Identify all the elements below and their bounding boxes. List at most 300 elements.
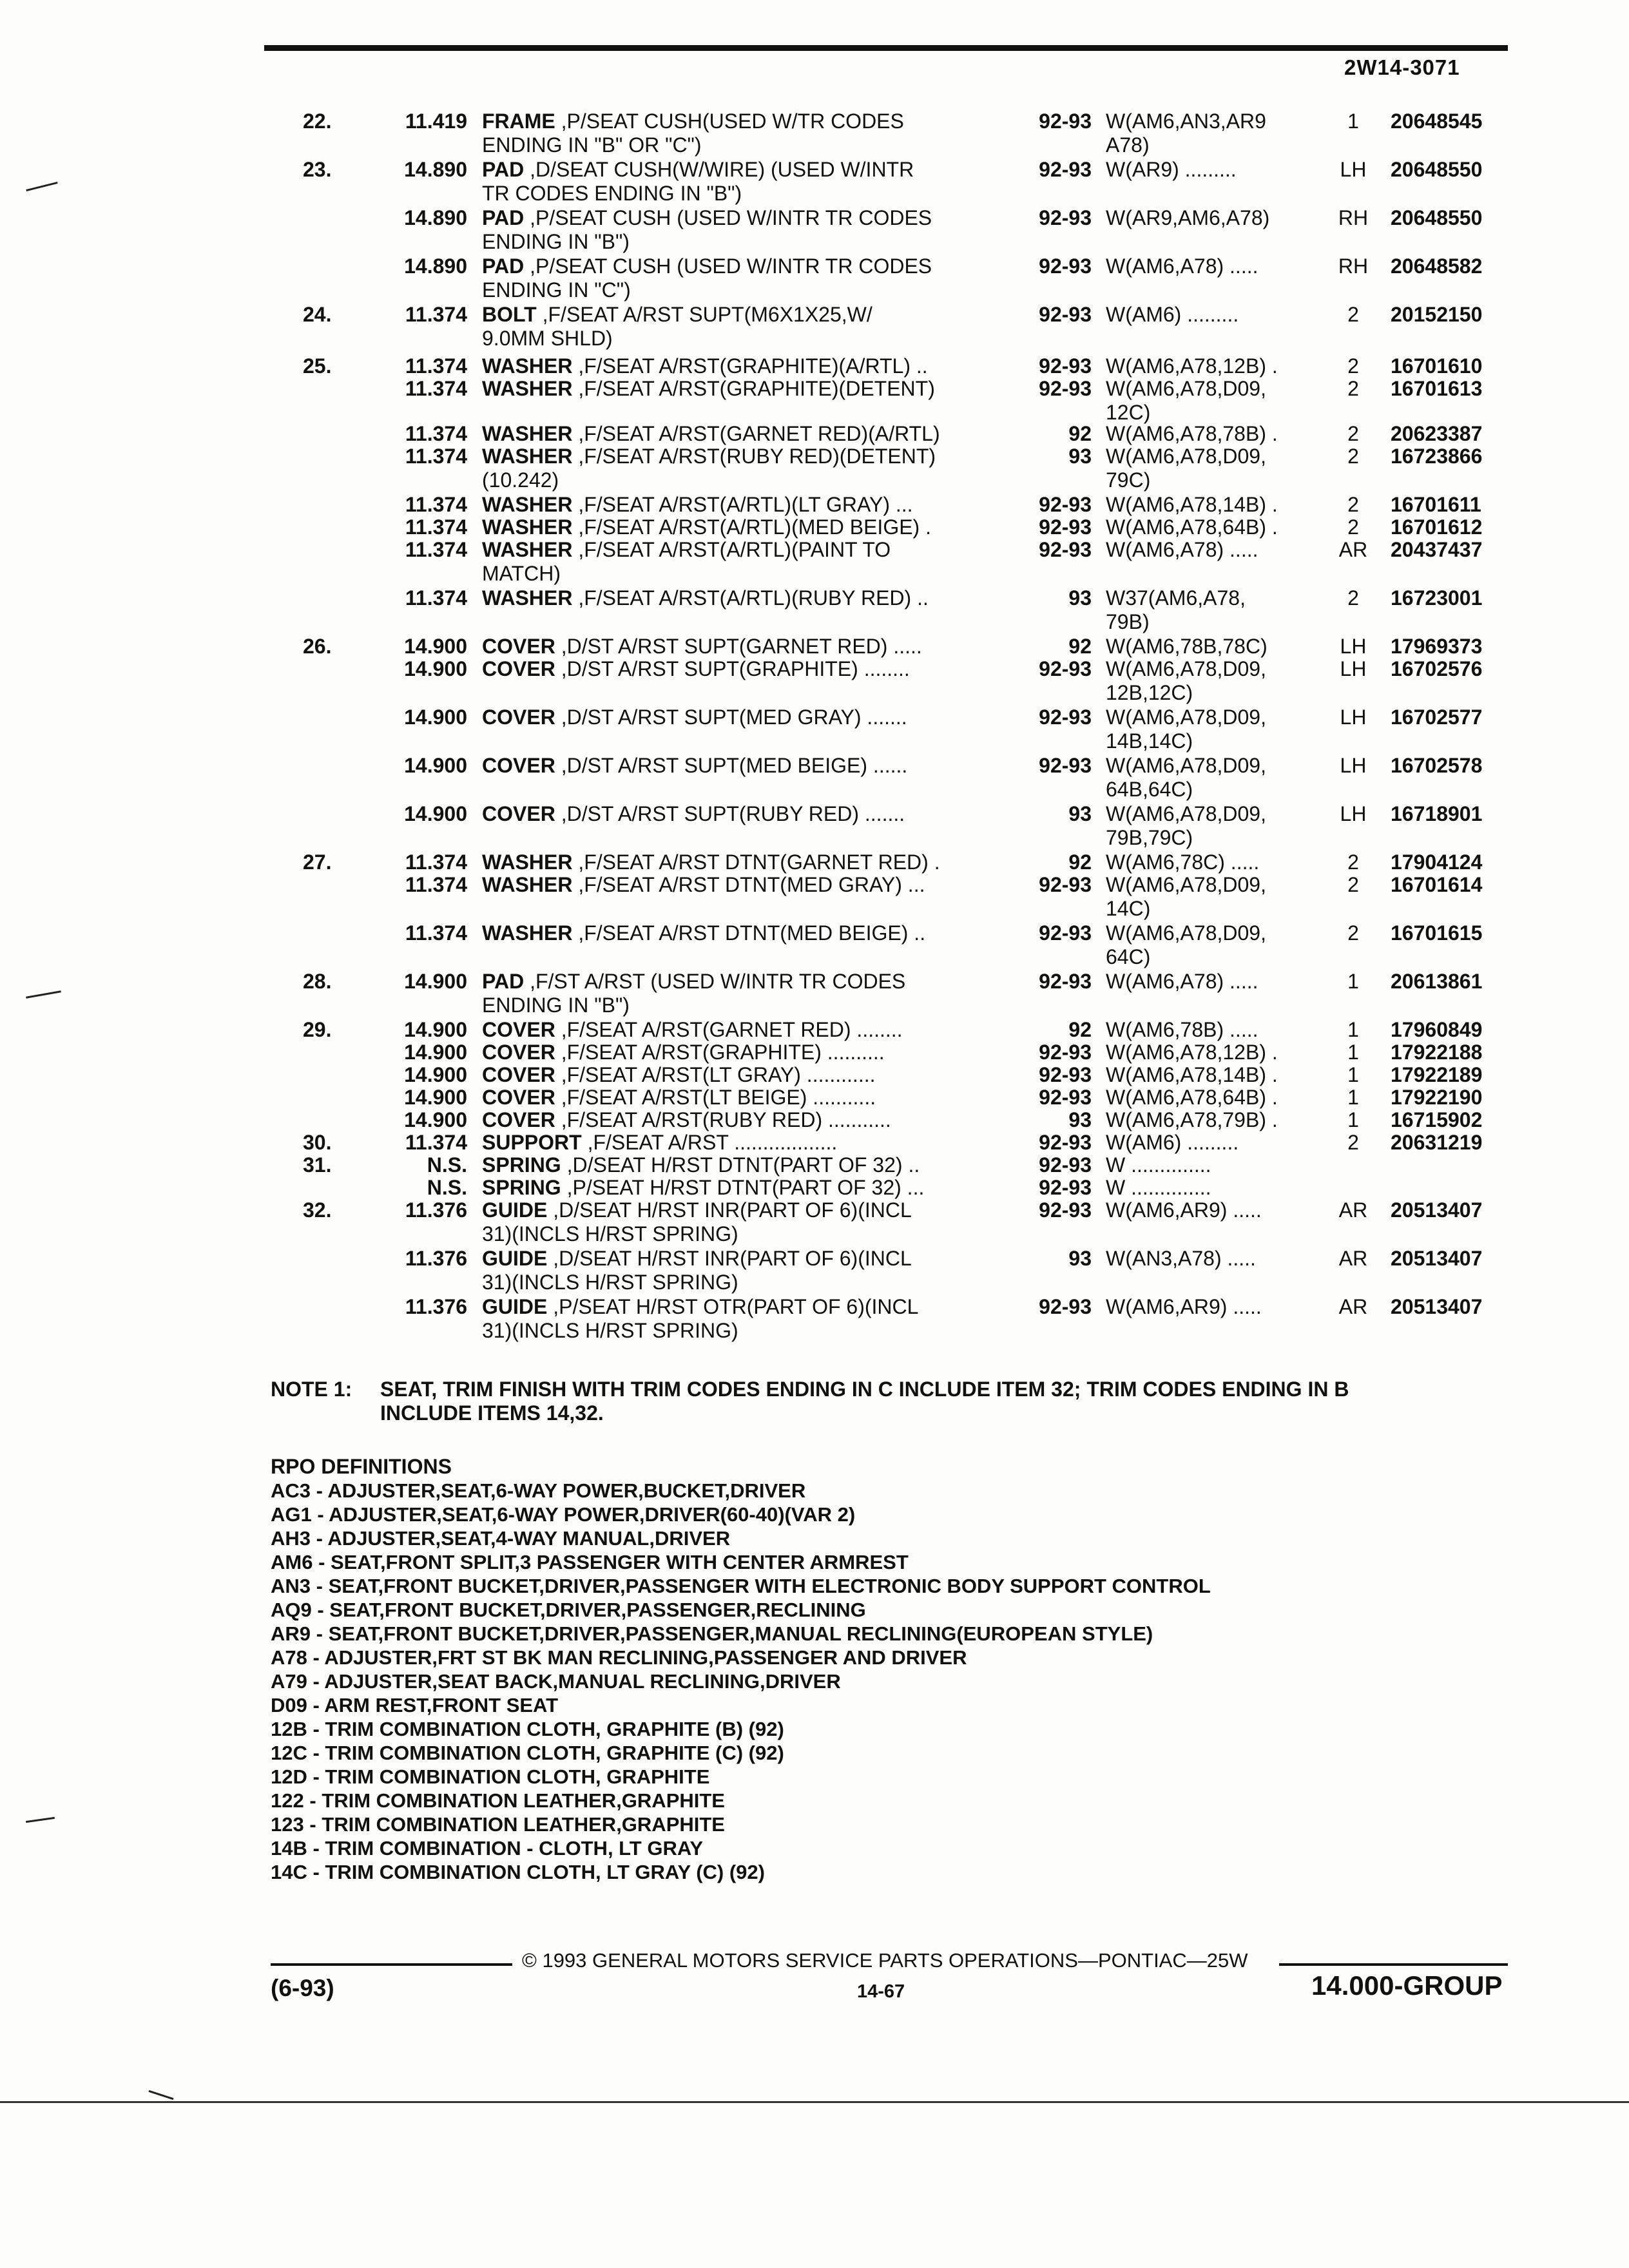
group-number: 11.374 xyxy=(405,515,467,539)
usage-code xyxy=(1106,206,1325,230)
part-desc-line-1: ,P/SEAT H/RST OTR(PART OF 6)(INCL xyxy=(547,1295,919,1318)
rpo-definition: 123 - TRIM COMBINATION LEATHER,GRAPHITE xyxy=(271,1813,725,1836)
model-years: 92-93 xyxy=(1039,158,1092,181)
usage-line-1: W(AN3,A78) ..... xyxy=(1106,1247,1256,1270)
item-number: 30. xyxy=(303,1131,332,1154)
part-description xyxy=(482,657,1010,681)
rpo-definition: AH3 - ADJUSTER,SEAT,4-WAY MANUAL,DRIVER xyxy=(271,1527,731,1550)
rpo-definition: AG1 - ADJUSTER,SEAT,6-WAY POWER,DRIVER(60-40)(VAR 2) xyxy=(271,1503,856,1526)
part-desc-line-2: 9.0MM SHLD) xyxy=(482,327,613,350)
model-years: 92 xyxy=(1068,635,1092,658)
quantity: LH xyxy=(1340,657,1367,680)
part-desc-line-1: ,F/SEAT A/RST(GRAPHITE) .......... xyxy=(555,1041,885,1064)
part-desc-line-1: ,D/SEAT H/RST INR(PART OF 6)(INCL xyxy=(547,1198,912,1222)
usage-line-1: W(AM6,78C) ..... xyxy=(1106,850,1260,874)
usage-code xyxy=(1106,873,1325,921)
part-number: 16701612 xyxy=(1391,515,1483,539)
part-description xyxy=(482,1295,1010,1343)
usage-line-1: W(AR9,AM6,A78) xyxy=(1106,206,1270,229)
usage-code xyxy=(1106,802,1325,850)
group-number: 11.376 xyxy=(405,1198,467,1222)
usage-line-1: W(AM6,A78,64B) . xyxy=(1106,515,1278,539)
usage-line-1: W(AM6,A78) ..... xyxy=(1106,255,1258,278)
part-name: COVER xyxy=(482,706,555,729)
model-years: 92-93 xyxy=(1039,921,1092,945)
usage-code xyxy=(1106,1153,1325,1177)
item-number: 29. xyxy=(303,1018,332,1041)
part-name: GUIDE xyxy=(482,1247,548,1270)
rpo-definition: 12D - TRIM COMBINATION CLOTH, GRAPHITE xyxy=(271,1765,710,1788)
scan-mark xyxy=(26,990,61,999)
quantity: LH xyxy=(1340,158,1367,181)
quantity: LH xyxy=(1340,706,1367,729)
usage-line-1: W(AR9) ......... xyxy=(1106,158,1237,181)
model-years: 92-93 xyxy=(1039,538,1092,561)
part-name: COVER xyxy=(482,802,555,825)
item-number: 27. xyxy=(303,850,332,874)
part-number: 17960849 xyxy=(1391,1018,1483,1041)
model-years: 92-93 xyxy=(1039,1295,1092,1318)
part-desc-line-1: ,F/SEAT A/RST(A/RTL)(LT GRAY) ... xyxy=(572,493,913,516)
part-desc-line-1: ,P/SEAT CUSH(USED W/TR CODES xyxy=(555,110,904,133)
quantity: RH xyxy=(1338,255,1369,278)
usage-code xyxy=(1106,515,1325,539)
part-name: COVER xyxy=(482,754,555,777)
part-description xyxy=(482,706,1010,729)
part-description xyxy=(482,493,1010,517)
rpo-definition: 14B - TRIM COMBINATION - CLOTH, LT GRAY xyxy=(271,1837,704,1860)
group-number: 14.900 xyxy=(404,1018,467,1041)
usage-line-1: W(AM6,A78,79B) . xyxy=(1106,1108,1278,1131)
quantity: 1 xyxy=(1347,1063,1359,1086)
usage-code xyxy=(1106,110,1325,157)
part-name: PAD xyxy=(482,255,525,278)
part-number: 16701615 xyxy=(1391,921,1483,945)
part-description xyxy=(482,1131,1010,1155)
usage-code xyxy=(1106,493,1325,517)
model-years: 92-93 xyxy=(1039,206,1092,229)
part-desc-line-1: ,F/SEAT A/RST SUPT(M6X1X25,W/ xyxy=(536,303,872,326)
usage-line-1: W(AM6,A78,D09, xyxy=(1106,706,1266,729)
usage-line-1: W(AM6,78B,78C) xyxy=(1106,635,1268,658)
note-line-1: SEAT, TRIM FINISH WITH TRIM CODES ENDING IN C INCLUDE ITEM 32; TRIM CODES ENDING IN B xyxy=(380,1378,1349,1401)
quantity: LH xyxy=(1340,802,1367,825)
quantity: 2 xyxy=(1347,1131,1359,1154)
quantity: 2 xyxy=(1347,377,1359,400)
part-number: 20648545 xyxy=(1391,110,1483,133)
rpo-definition: AN3 - SEAT,FRONT BUCKET,DRIVER,PASSENGER WITH ELECTRONIC BODY SUPPORT CONTROL xyxy=(271,1575,1211,1597)
rpo-definition: A78 - ADJUSTER,FRT ST BK MAN RECLINING,PASSENGER AND DRIVER xyxy=(271,1646,967,1669)
part-name: PAD xyxy=(482,206,525,229)
group-number: 11.374 xyxy=(405,377,467,400)
rpo-definition: AR9 - SEAT,FRONT BUCKET,DRIVER,PASSENGER,MANUAL RECLINING(EUROPEAN STYLE) xyxy=(271,1622,1153,1645)
usage-code xyxy=(1106,354,1325,378)
quantity: AR xyxy=(1338,1247,1368,1270)
part-name: COVER xyxy=(482,657,555,680)
model-years: 92-93 xyxy=(1039,1086,1092,1109)
usage-code xyxy=(1106,538,1325,562)
part-desc-line-2: ENDING IN "B") xyxy=(482,994,630,1017)
part-desc-line-1: ,P/SEAT H/RST DTNT(PART OF 32) ... xyxy=(561,1176,925,1199)
model-years: 92-93 xyxy=(1039,706,1092,729)
part-name: FRAME xyxy=(482,110,555,133)
group-number: 14.900 xyxy=(404,706,467,729)
part-name: WASHER xyxy=(482,445,573,468)
part-number: 16702578 xyxy=(1391,754,1483,777)
part-desc-line-1: ,F/SEAT A/RST(GARNET RED)(A/RTL) xyxy=(572,422,940,445)
part-description xyxy=(482,1086,1010,1110)
usage-line-1: W(AM6) ......... xyxy=(1106,303,1239,326)
quantity: 2 xyxy=(1347,850,1359,874)
part-number: 20152150 xyxy=(1391,303,1483,326)
usage-line-2: 14B,14C) xyxy=(1106,729,1193,753)
part-name: SPRING xyxy=(482,1153,561,1177)
group-number: 14.900 xyxy=(404,754,467,777)
group-number: 11.374 xyxy=(405,445,467,468)
part-number: 20631219 xyxy=(1391,1131,1483,1154)
part-desc-line-1: ,F/SEAT A/RST DTNT(GARNET RED) . xyxy=(572,850,940,874)
part-number: 20613861 xyxy=(1391,970,1483,993)
group-number: 14.900 xyxy=(404,1041,467,1064)
part-number: 17969373 xyxy=(1391,635,1483,658)
usage-line-1: W(AM6,A78,12B) . xyxy=(1106,354,1278,378)
group-number: 11.376 xyxy=(405,1247,467,1270)
model-years: 92-93 xyxy=(1039,110,1092,133)
part-desc-line-1: ,F/SEAT A/RST(A/RTL)(RUBY RED) .. xyxy=(572,586,929,610)
usage-code xyxy=(1106,158,1325,182)
part-desc-line-1: ,D/ST A/RST SUPT(GRAPHITE) ........ xyxy=(555,657,910,680)
usage-line-2: 12B,12C) xyxy=(1106,681,1193,704)
part-name: COVER xyxy=(482,1108,555,1131)
part-desc-line-1: ,D/SEAT H/RST INR(PART OF 6)(INCL xyxy=(547,1247,912,1270)
footer-copyright: © 1993 GENERAL MOTORS SERVICE PARTS OPERATIONS—PONTIAC—25W xyxy=(522,1949,1248,1972)
group-number: 14.900 xyxy=(404,1063,467,1086)
part-name: PAD xyxy=(482,970,525,993)
usage-code xyxy=(1106,445,1325,492)
part-desc-line-1: ,D/SEAT H/RST DTNT(PART OF 32) .. xyxy=(561,1153,920,1177)
part-name: GUIDE xyxy=(482,1198,548,1222)
item-number: 31. xyxy=(303,1153,332,1177)
rpo-definition: 12B - TRIM COMBINATION CLOTH, GRAPHITE (B) (92) xyxy=(271,1718,784,1740)
group-number: 11.374 xyxy=(405,586,467,610)
part-name: WASHER xyxy=(482,873,573,896)
group-number: 11.376 xyxy=(405,1295,467,1318)
part-description xyxy=(482,850,1010,874)
model-years: 92 xyxy=(1068,1018,1092,1041)
usage-code xyxy=(1106,921,1325,969)
group-number: 11.374 xyxy=(405,422,467,445)
scan-bottom-rule xyxy=(0,2101,1629,2103)
quantity: RH xyxy=(1338,206,1369,229)
part-number: 20513407 xyxy=(1391,1198,1483,1222)
part-description xyxy=(482,422,1010,446)
usage-line-1: W(AM6) ......... xyxy=(1106,1131,1239,1154)
usage-line-1: W(AM6,A78,64B) . xyxy=(1106,1086,1278,1109)
item-number: 26. xyxy=(303,635,332,658)
part-desc-line-1: ,F/SEAT A/RST .................. xyxy=(581,1131,838,1154)
part-number: 20648550 xyxy=(1391,206,1483,229)
part-number: 16723001 xyxy=(1391,586,1483,610)
model-years: 92-93 xyxy=(1039,255,1092,278)
model-years: 92-93 xyxy=(1039,1041,1092,1064)
part-name: BOLT xyxy=(482,303,537,326)
part-description xyxy=(482,635,1010,658)
model-years: 93 xyxy=(1068,802,1092,825)
group-number: 14.890 xyxy=(404,206,467,229)
part-number: 16701614 xyxy=(1391,873,1483,896)
part-description xyxy=(482,515,1010,539)
group-number: 14.900 xyxy=(404,802,467,825)
rpo-definition: AM6 - SEAT,FRONT SPLIT,3 PASSENGER WITH CENTER ARMREST xyxy=(271,1551,909,1573)
footer-group: 14.000-GROUP xyxy=(1311,1970,1503,2001)
part-desc-line-2: ENDING IN "B" OR "C") xyxy=(482,133,702,157)
part-number: 20648582 xyxy=(1391,255,1483,278)
part-desc-line-1: ,F/SEAT A/RST(RUBY RED) ........... xyxy=(555,1108,891,1131)
part-description xyxy=(482,255,1010,302)
quantity: AR xyxy=(1338,1295,1368,1318)
group-number: 14.900 xyxy=(404,1108,467,1131)
usage-line-1: W(AM6,AR9) ..... xyxy=(1106,1295,1262,1318)
part-name: COVER xyxy=(482,1086,555,1109)
part-name: SUPPORT xyxy=(482,1131,582,1154)
part-description xyxy=(482,586,1010,610)
part-number: 16715902 xyxy=(1391,1108,1483,1131)
part-name: WASHER xyxy=(482,354,573,378)
part-description xyxy=(482,970,1010,1017)
usage-code xyxy=(1106,1131,1325,1155)
part-number: 17922189 xyxy=(1391,1063,1483,1086)
part-number: 16701613 xyxy=(1391,377,1483,400)
part-desc-line-2: ENDING IN "C") xyxy=(482,278,631,302)
part-desc-line-1: ,D/ST A/RST SUPT(RUBY RED) ....... xyxy=(555,802,905,825)
item-number: 28. xyxy=(303,970,332,993)
quantity: 2 xyxy=(1347,354,1359,378)
usage-code xyxy=(1106,255,1325,278)
part-description xyxy=(482,377,1010,401)
part-desc-line-1: ,F/SEAT A/RST(A/RTL)(PAINT TO xyxy=(572,538,891,561)
part-name: WASHER xyxy=(482,377,573,400)
quantity: LH xyxy=(1340,635,1367,658)
usage-line-1: W(AM6,A78) ..... xyxy=(1106,970,1258,993)
model-years: 92-93 xyxy=(1039,1131,1092,1154)
usage-line-2: 64B,64C) xyxy=(1106,778,1193,801)
model-years: 93 xyxy=(1068,445,1092,468)
model-years: 92-93 xyxy=(1039,1063,1092,1086)
quantity: AR xyxy=(1338,1198,1368,1222)
part-number: 20437437 xyxy=(1391,538,1483,561)
part-name: COVER xyxy=(482,1041,555,1064)
quantity: LH xyxy=(1340,754,1367,777)
part-desc-line-1: ,F/SEAT A/RST DTNT(MED GRAY) ... xyxy=(572,873,925,896)
usage-line-1: W37(AM6,A78, xyxy=(1106,586,1246,610)
footer-rule-right xyxy=(1279,1963,1508,1966)
part-description xyxy=(482,1063,1010,1087)
group-number: 11.374 xyxy=(405,538,467,561)
part-number: 20513407 xyxy=(1391,1247,1483,1270)
part-name: WASHER xyxy=(482,586,573,610)
usage-line-1: W(AM6,A78,D09, xyxy=(1106,921,1266,945)
part-desc-line-1: ,D/ST A/RST SUPT(MED BEIGE) ...... xyxy=(555,754,908,777)
item-number: 32. xyxy=(303,1198,332,1222)
usage-line-2: A78) xyxy=(1106,133,1150,157)
model-years: 92-93 xyxy=(1039,303,1092,326)
group-number: N.S. xyxy=(427,1153,467,1177)
part-number: 17904124 xyxy=(1391,850,1483,874)
rpo-definition: AQ9 - SEAT,FRONT BUCKET,DRIVER,PASSENGER,RECLINING xyxy=(271,1599,866,1621)
model-years: 92-93 xyxy=(1039,1153,1092,1177)
model-years: 93 xyxy=(1068,1108,1092,1131)
usage-line-2: 12C) xyxy=(1106,401,1151,424)
item-number: 25. xyxy=(303,354,332,378)
usage-line-2: 79C) xyxy=(1106,468,1151,492)
item-number: 22. xyxy=(303,110,332,133)
part-name: WASHER xyxy=(482,921,573,945)
part-desc-line-1: ,F/SEAT A/RST(RUBY RED)(DETENT) xyxy=(572,445,936,468)
quantity: 1 xyxy=(1347,1108,1359,1131)
part-number: 20648550 xyxy=(1391,158,1483,181)
usage-code xyxy=(1106,303,1325,327)
usage-code xyxy=(1106,635,1325,658)
part-desc-line-2: TR CODES ENDING IN "B") xyxy=(482,182,742,205)
part-name: SPRING xyxy=(482,1176,561,1199)
footer-rule-left xyxy=(271,1963,512,1966)
part-desc-line-2: 31)(INCLS H/RST SPRING) xyxy=(482,1222,738,1245)
quantity: AR xyxy=(1338,538,1368,561)
quantity: 1 xyxy=(1347,1041,1359,1064)
item-number: 24. xyxy=(303,303,332,326)
part-number: 17922190 xyxy=(1391,1086,1483,1109)
part-desc-line-1: ,P/SEAT CUSH (USED W/INTR TR CODES xyxy=(524,255,932,278)
group-number: 14.900 xyxy=(404,1086,467,1109)
part-name: WASHER xyxy=(482,515,573,539)
usage-line-1: W(AM6,A78,D09, xyxy=(1106,754,1266,777)
usage-line-1: W(AM6,A78,D09, xyxy=(1106,802,1266,825)
part-description xyxy=(482,1108,1010,1132)
part-number: 20623387 xyxy=(1391,422,1483,445)
group-number: 14.890 xyxy=(404,255,467,278)
part-number: 16701611 xyxy=(1391,493,1481,516)
part-name: WASHER xyxy=(482,493,573,516)
part-number: 20513407 xyxy=(1391,1295,1483,1318)
part-desc-line-1: ,F/SEAT A/RST(GRAPHITE)(A/RTL) .. xyxy=(572,354,928,378)
part-description xyxy=(482,445,1010,492)
part-name: COVER xyxy=(482,635,555,658)
usage-code xyxy=(1106,970,1325,994)
part-desc-line-2: ENDING IN "B") xyxy=(482,230,630,253)
part-description xyxy=(482,921,1010,945)
group-number: 11.374 xyxy=(405,1131,467,1154)
rpo-definitions-list xyxy=(271,1479,1211,1884)
usage-line-1: W(AM6,A78,12B) . xyxy=(1106,1041,1278,1064)
part-name: COVER xyxy=(482,1018,555,1041)
part-desc-line-2: (10.242) xyxy=(482,468,559,492)
model-years: 92 xyxy=(1068,850,1092,874)
part-description xyxy=(482,1018,1010,1042)
footer-date: (6-93) xyxy=(271,1975,334,2001)
quantity: 1 xyxy=(1347,1086,1359,1109)
group-number: N.S. xyxy=(427,1176,467,1199)
part-number: 16702576 xyxy=(1391,657,1483,680)
group-number: 14.890 xyxy=(404,158,467,181)
usage-code xyxy=(1106,1108,1325,1132)
model-years: 92-93 xyxy=(1039,493,1092,516)
top-rule xyxy=(264,45,1508,51)
part-name: GUIDE xyxy=(482,1295,548,1318)
quantity: 2 xyxy=(1347,493,1359,516)
model-years: 93 xyxy=(1068,586,1092,610)
item-number: 23. xyxy=(303,158,332,181)
model-years: 92-93 xyxy=(1039,970,1092,993)
group-number: 11.374 xyxy=(405,354,467,378)
rpo-definitions-title: RPO DEFINITIONS xyxy=(271,1455,452,1478)
part-desc-line-2: MATCH) xyxy=(482,562,561,585)
part-number: 16701610 xyxy=(1391,354,1483,378)
part-desc-line-1: ,F/SEAT A/RST(GRAPHITE)(DETENT) xyxy=(572,377,935,400)
note xyxy=(271,1378,1534,1425)
part-name: PAD xyxy=(482,158,525,181)
quantity: 2 xyxy=(1347,921,1359,945)
rpo-definition: 12C - TRIM COMBINATION CLOTH, GRAPHITE (C) (92) xyxy=(271,1742,784,1764)
rpo-definition: 14C - TRIM COMBINATION CLOTH, LT GRAY (C) (92) xyxy=(271,1861,765,1883)
part-description xyxy=(482,873,1010,897)
part-desc-line-1: ,F/SEAT A/RST(A/RTL)(MED BEIGE) . xyxy=(572,515,931,539)
part-number: 16702577 xyxy=(1391,706,1483,729)
usage-code xyxy=(1106,377,1325,425)
part-desc-line-1: ,F/SEAT A/RST(LT GRAY) ............ xyxy=(555,1063,876,1086)
part-name: WASHER xyxy=(482,422,573,445)
part-name: WASHER xyxy=(482,538,573,561)
part-description xyxy=(482,303,1010,351)
group-number: 14.900 xyxy=(404,635,467,658)
group-number: 11.374 xyxy=(405,493,467,516)
usage-code xyxy=(1106,657,1325,705)
group-number: 14.900 xyxy=(404,970,467,993)
usage-line-1: W(AM6,A78,D09, xyxy=(1106,657,1266,680)
usage-line-1: W(AM6,A78,D09, xyxy=(1106,873,1266,896)
usage-line-1: W(AM6,AN3,AR9 xyxy=(1106,110,1266,133)
group-number: 11.374 xyxy=(405,303,467,326)
part-desc-line-1: ,F/SEAT A/RST DTNT(MED BEIGE) .. xyxy=(572,921,926,945)
group-number: 14.900 xyxy=(404,657,467,680)
quantity: 1 xyxy=(1347,970,1359,993)
usage-code xyxy=(1106,422,1325,446)
usage-line-1: W(AM6,A78,14B) . xyxy=(1106,493,1278,516)
note-line-2: INCLUDE ITEMS 14,32. xyxy=(380,1401,604,1425)
usage-code xyxy=(1106,1247,1325,1271)
usage-line-2: 64C) xyxy=(1106,945,1151,968)
part-desc-line-1: ,F/ST A/RST (USED W/INTR TR CODES xyxy=(524,970,906,993)
usage-code xyxy=(1106,1063,1325,1087)
footer-page-number: 14-67 xyxy=(857,1981,905,2002)
group-number: 11.374 xyxy=(405,873,467,896)
rpo-definition: A79 - ADJUSTER,SEAT BACK,MANUAL RECLINING,DRIVER xyxy=(271,1670,841,1693)
part-desc-line-1: ,D/SEAT CUSH(W/WIRE) (USED W/INTR xyxy=(524,158,914,181)
part-description xyxy=(482,538,1010,586)
model-years: 93 xyxy=(1068,1247,1092,1270)
rpo-definition: 122 - TRIM COMBINATION LEATHER,GRAPHITE xyxy=(271,1789,725,1812)
usage-code xyxy=(1106,1295,1325,1319)
part-description xyxy=(482,754,1010,778)
quantity: 2 xyxy=(1347,873,1359,896)
group-number: 11.374 xyxy=(405,921,467,945)
model-years: 92-93 xyxy=(1039,377,1092,400)
quantity: 2 xyxy=(1347,586,1359,610)
rpo-definition: D09 - ARM REST,FRONT SEAT xyxy=(271,1694,559,1716)
usage-code xyxy=(1106,1041,1325,1064)
quantity: 2 xyxy=(1347,515,1359,539)
usage-code xyxy=(1106,586,1325,634)
usage-line-1: W(AM6,AR9) ..... xyxy=(1106,1198,1262,1222)
